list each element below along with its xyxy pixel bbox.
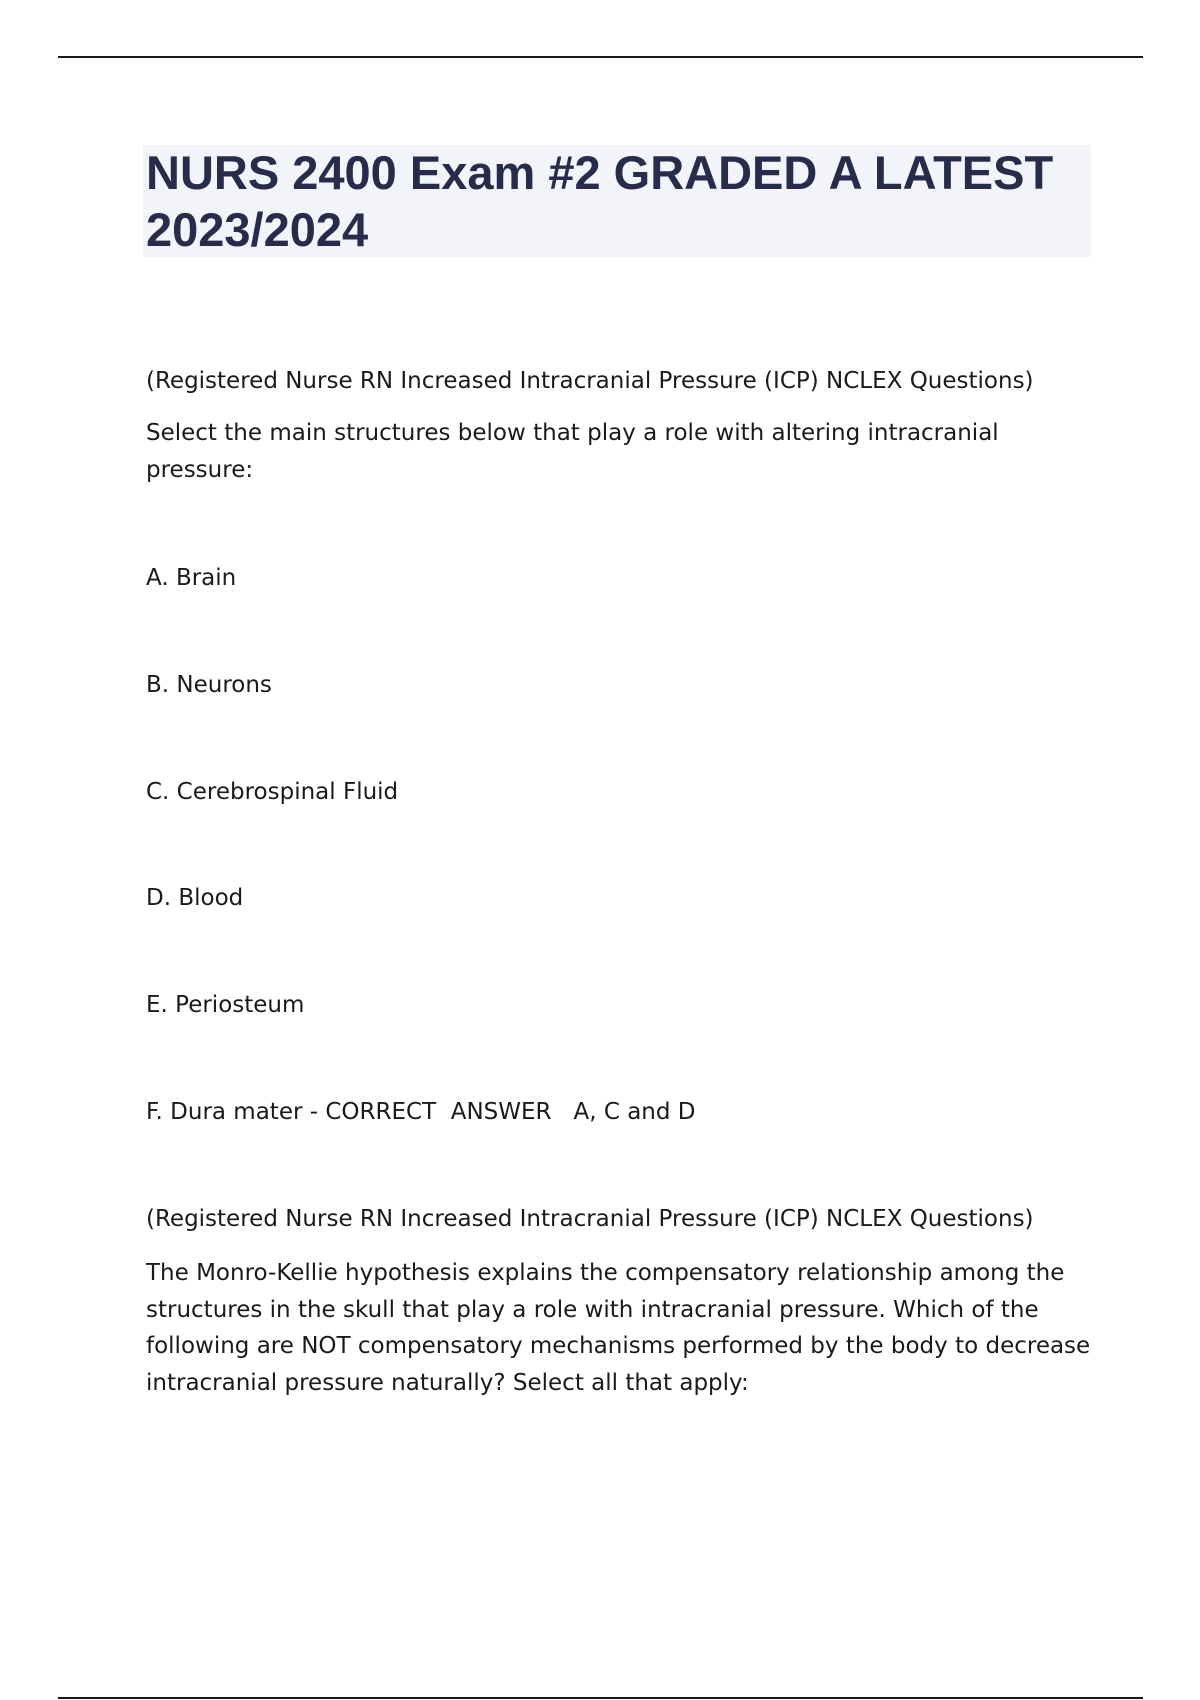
q1-option-b: B. Neurons (146, 672, 272, 698)
document-title: NURS 2400 Exam #2 GRADED A LATEST 2023/2024 (146, 146, 1054, 256)
top-rule (58, 56, 1143, 58)
q1-category: (Registered Nurse RN Increased Intracranial Pressure (ICP) NCLEX Questions) (146, 368, 1034, 394)
bottom-rule (58, 1697, 1143, 1699)
q1-prompt: Select the main structures below that play a role with altering intracranial pressure: (146, 420, 999, 483)
q1-option-a: A. Brain (146, 565, 237, 591)
q2-category: (Registered Nurse RN Increased Intracranial Pressure (ICP) NCLEX Questions) (146, 1206, 1034, 1232)
q1-option-f-answer: F. Dura mater - CORRECT ANSWER A, C and D (146, 1099, 696, 1125)
q1-option-e: E. Periosteum (146, 992, 305, 1018)
q1-option-c: C. Cerebrospinal Fluid (146, 779, 399, 805)
q2-prompt: The Monro-Kellie hypothesis explains the compensatory relationship among the structures in the skull that play a role with intracranial pressure. Which of the following are NOT compensatory mechanisms performed by the body to decrease intracranial pressure naturally? Select all that apply: (146, 1260, 1091, 1396)
q1-option-d: D. Blood (146, 885, 244, 911)
